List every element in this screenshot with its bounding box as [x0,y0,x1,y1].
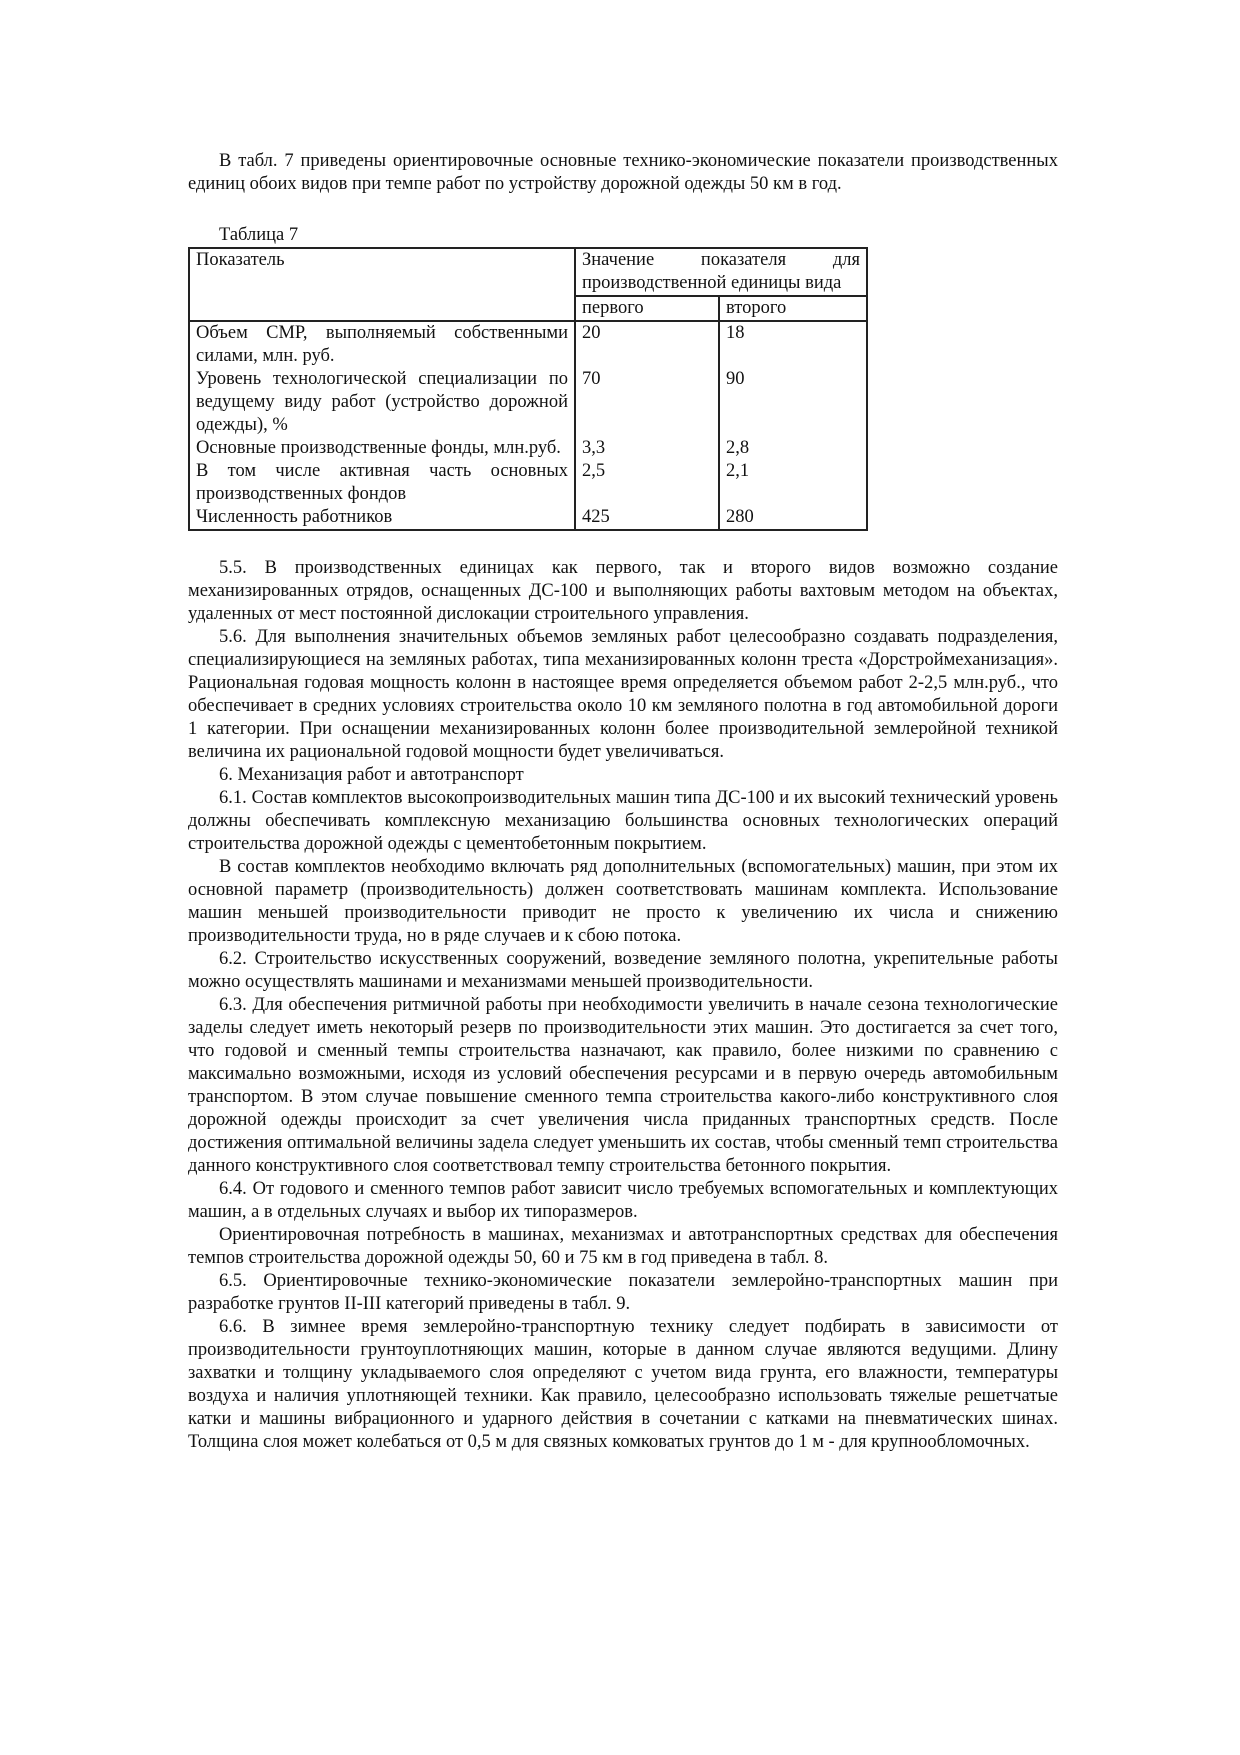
paragraph-6-4-cont: Ориентировочная потребность в машинах, механизмах и автотранспортных средствах для обеспечения темпов строительства дорожной одежды 50, 60 и 75 км в год приведена в табл. 8. [188,1225,1058,1268]
header-value-group: Значение показателя для производственной единицы вида [575,248,867,296]
paragraph-5-5: 5.5. В производственных единицах как первого, так и второго видов возможно создание механизированных отрядов, оснащенных ДС-100 и выполняющих работы вахтовым методом на объектах, удаленных от мест постоянной дислокации строительного управления. [188,558,1058,624]
paragraph-6-2: 6.2. Строительство искусственных сооружений, возведение земляного полотна, укрепительные работы можно осуществлять машинами и механизмами меньшей производительности. [188,949,1058,992]
row-indicator: Объем СМР, выполняемый собственными силами, млн. руб. [189,321,575,368]
row-first: 70 [575,368,719,437]
header-second: второго [719,296,867,321]
row-second: 2,8 [719,437,867,460]
row-second: 18 [719,321,867,368]
table-row [189,437,867,460]
header-first: первого [575,296,719,321]
row-second: 90 [719,368,867,437]
header-indicator: Показатель [189,248,575,321]
table-header-row [189,248,867,296]
document-page [188,150,1058,1454]
table-row [189,321,867,368]
row-indicator: В том числе активная часть основных производственных фондов [189,460,575,506]
paragraph-6-1: 6.1. Состав комплектов высокопроизводительных машин типа ДС-100 и их высокий технический уровень должны обеспечивать комплексную механизацию большинства основных технологических операций строительства дорожной одежды с цементобетонным покрытием. [188,788,1058,854]
row-first: 425 [575,506,719,530]
row-first: 20 [575,321,719,368]
section-heading-6: 6. Механизация работ и автотранспорт [219,765,524,785]
row-indicator: Уровень технологической специализации по ведущему виду работ (устройство дорожной одежды), % [189,368,575,437]
row-first: 3,3 [575,437,719,460]
row-indicator: Основные производственные фонды, млн.руб. [189,437,575,460]
paragraph-5-6: 5.6. Для выполнения значительных объемов земляных работ целесообразно создавать подразделения, специализирующиеся на земляных работах, типа механизированных колонн треста «Дорстроймеханизация». Рациональная годовая мощность колонн в настоящее время определяется объемом работ 2-2,5 млн.руб., что обеспечивает в средних условиях строительства около 10 км земляного полотна в год автомобильной дороги 1 категории. При оснащении механизированных колонн более производительной землеройной техникой величина их рациональной годовой мощности будет увеличиваться. [188,627,1058,762]
paragraph-6-6: 6.6. В зимнее время землеройно-транспортную технику следует подбирать в зависимости от производительности грунтоуплотняющих машин, которые в данном случае являются ведущими. Длину захватки и толщину укладываемого слоя определяют с учетом вида грунта, его влажности, температуры воздуха и наличия уплотняющей техники. Как правило, целесообразно использовать тяжелые решетчатые катки и машины вибрационного и ударного действия в сочетании с катками на пневматических шинах. Толщина слоя может колебаться от 0,5 м для связных комковатых грунтов до 1 м - для крупнообломочных. [188,1317,1058,1452]
table-row [189,460,867,506]
paragraph-6-5: 6.5. Ориентировочные технико-экономические показатели землеройно-транспортных машин при разработке грунтов II-III категорий приведены в табл. 9. [188,1271,1058,1314]
paragraph-6-3: 6.3. Для обеспечения ритмичной работы при необходимости увеличить в начале сезона технологические заделы следует иметь некоторый резерв по производительности этих машин. Это достигается за счет того, что годовой и сменный темпы строительства назначают, как правило, более низкими по сравнению с максимально возможными, исходя из условий обеспечения ресурсами и в первую очередь автомобильным транспортом. В этом случае повышение сменного темпа строительства какого-либо конструктивного слоя дорожной одежды происходит за счет увеличения числа приданных транспортных средств. После достижения оптимальной величины задела следует уменьшить их состав, чтобы сменный темп строительства данного конструктивного слоя соответствовал темпу строительства бетонного покрытия. [188,995,1058,1176]
table-row [189,368,867,437]
row-second: 2,1 [719,460,867,506]
table-caption: Таблица 7 [219,225,299,245]
row-second: 280 [719,506,867,530]
paragraph-6-4: 6.4. От годового и сменного темпов работ зависит число требуемых вспомогательных и комплектующих машин, а в отдельных случаях и выбор их типоразмеров. [188,1179,1058,1222]
paragraph-6-1-cont: В состав комплектов необходимо включать ряд дополнительных (вспомогательных) машин, при этом их основной параметр (производительность) должен соответствовать машинам комплекта. Использование машин меньшей производительности приводит не просто к увеличению их числа и снижению производительности труда, но в ряде случаев и к сбою потока. [188,857,1058,946]
intro-paragraph: В табл. 7 приведены ориентировочные основные технико-экономические показатели производственных единиц обоих видов при темпе работ по устройству дорожной одежды 50 км в год. [188,151,1058,194]
row-first: 2,5 [575,460,719,506]
table-row [189,506,867,530]
row-indicator: Численность работников [189,506,575,530]
table-7 [188,247,868,531]
